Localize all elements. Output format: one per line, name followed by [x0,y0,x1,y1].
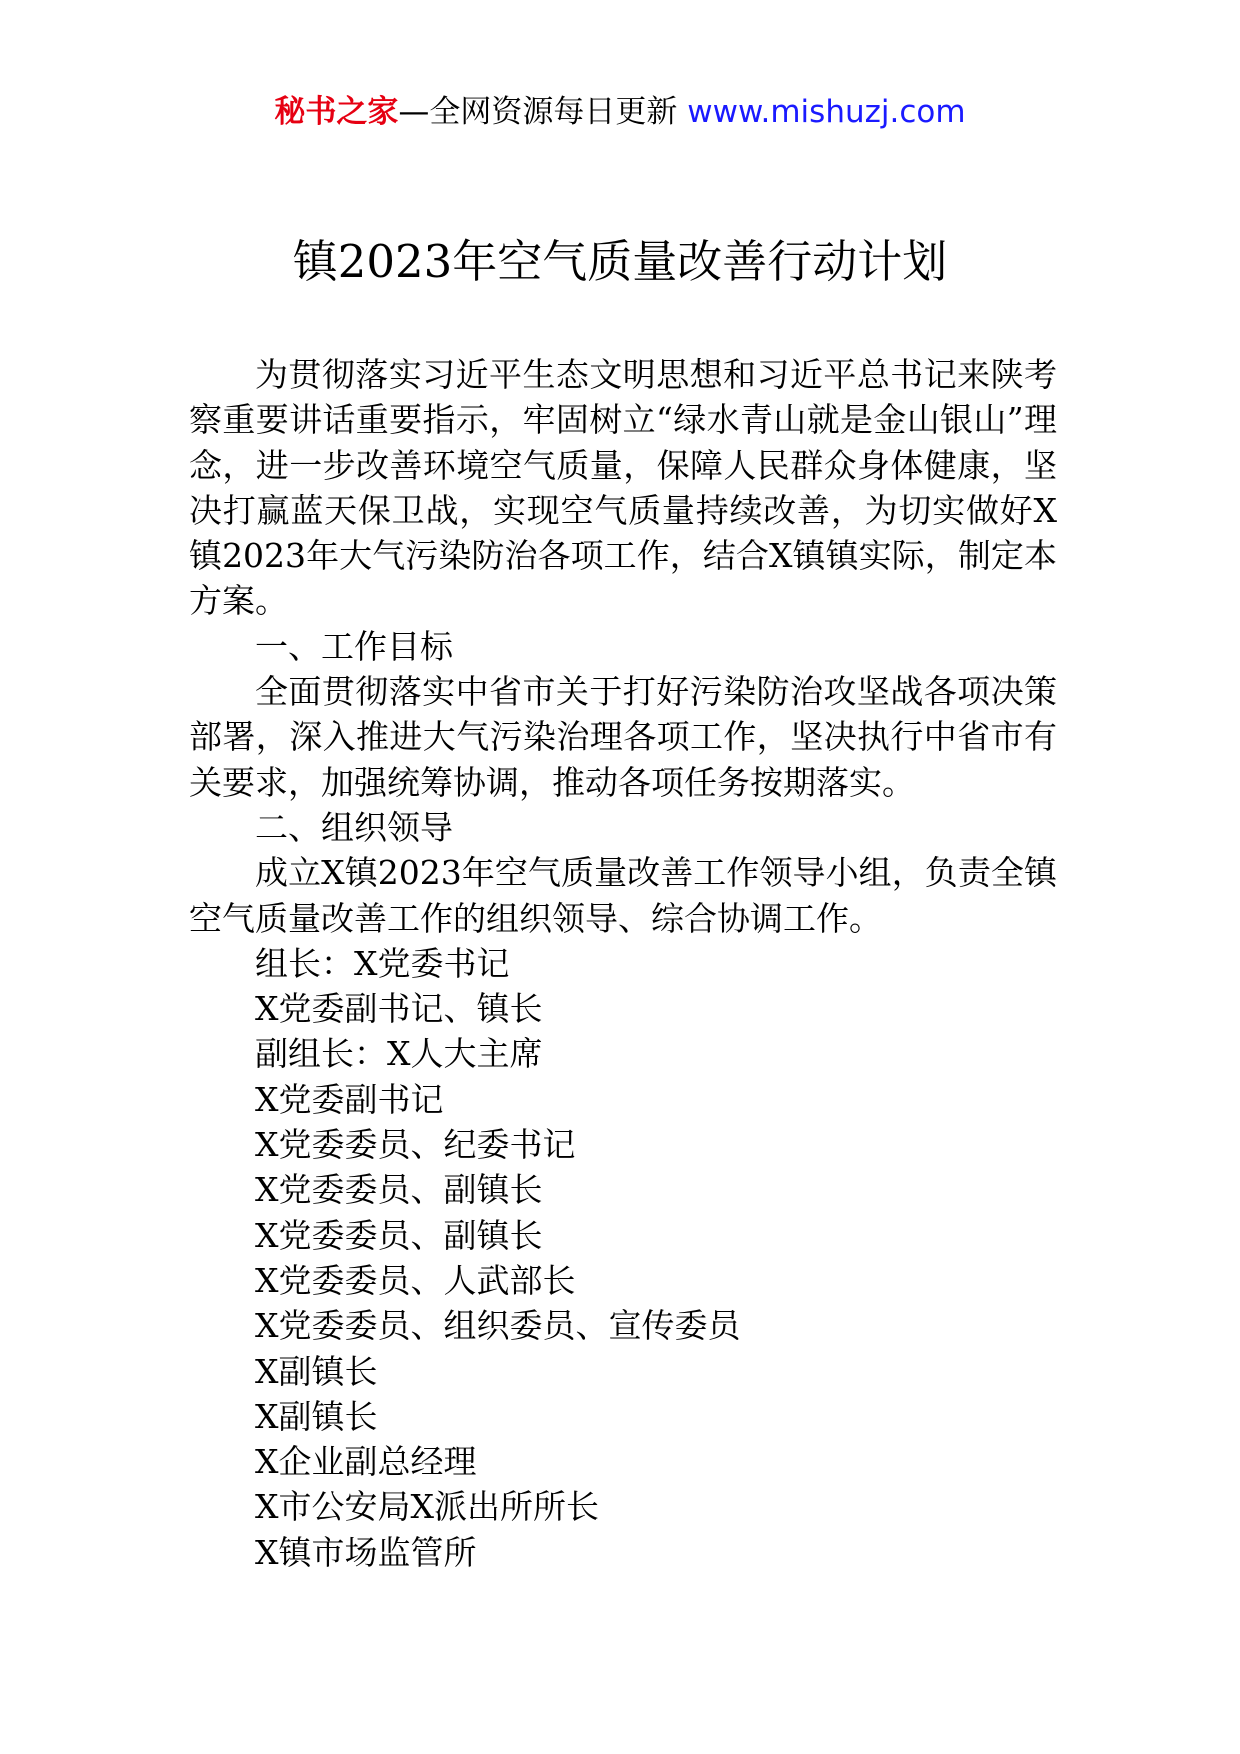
section-heading-organization: 二、组织领导 [255,807,453,847]
intro-paragraph: 为贯彻落实习近平生态文明思想和习近平总书记来陕考察重要讲话重要指示，牢固树立“绿水青山就是金山银山”理念，进一步改善环境空气质量，保障人民群众身体健康，坚决打赢蓝天保卫战，实现空气质量持续改善，为切实做好X镇2023年大气污染防治各项工作，结合X镇镇实际，制定本方案。 [189,355,1057,621]
member-item: X党委委员、副镇长 [255,1215,543,1255]
member-item: X企业副总经理 [255,1442,477,1482]
document-body [189,352,1057,1575]
member-item: X副镇长 [255,1396,378,1436]
member-item: X党委委员、纪委书记 [255,1125,576,1165]
member-item: X市公安局X派出所所长 [255,1487,599,1527]
section-heading-goals: 一、工作目标 [255,626,453,666]
site-url-link[interactable]: www.mishuzj.com [687,94,966,130]
document-title: 镇2023年空气质量改善行动计划 [292,235,948,288]
member-item: X党委委员、组织委员、宣传委员 [255,1306,741,1346]
site-tagline: —全网资源每日更新 [398,94,678,130]
organization-paragraph: 成立X镇2023年空气质量改善工作领导小组，负责全镇空气质量改善工作的组织领导、综合协调工作。 [189,853,1057,938]
site-brand: 秘书之家 [274,94,399,130]
site-header [0,92,1240,132]
member-item: X党委委员、人武部长 [255,1260,576,1300]
member-item: X党委委员、副镇长 [255,1170,543,1210]
member-item: X镇市场监管所 [255,1532,477,1572]
goals-paragraph: 全面贯彻落实中省市关于打好污染防治攻坚战各项决策部署，深入推进大气污染治理各项工作，坚决执行中省市有关要求，加强统筹协调，推动各项任务按期落实。 [189,672,1057,802]
member-item: X党委副书记 [255,1079,444,1119]
member-item: 组长：X党委书记 [255,943,510,983]
member-item: X副镇长 [255,1351,378,1391]
member-item: X党委副书记、镇长 [255,989,543,1029]
member-item: 副组长：X人大主席 [255,1034,543,1074]
member-list [189,941,1057,1575]
